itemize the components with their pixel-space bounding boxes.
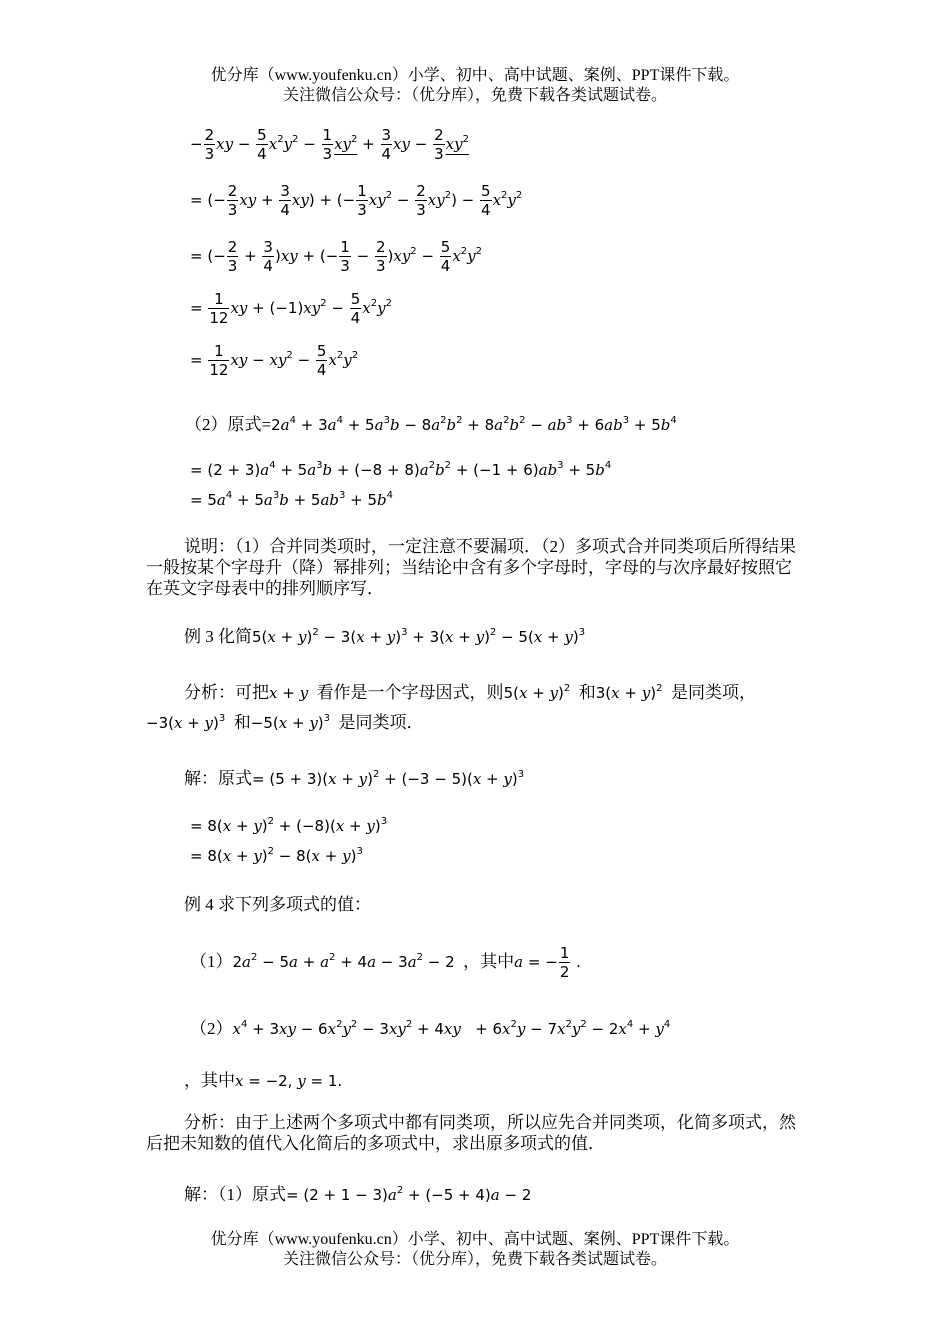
fraction: $\frac{1}{3}$ [357, 182, 367, 219]
q1-label: （1） [190, 952, 233, 971]
q2-label: （2） [190, 1019, 233, 1038]
analysis-3-text-f: 是同类项． [338, 713, 424, 732]
example-4: 例 4 求下列多项式的值： [184, 895, 371, 914]
fraction: $\frac{5}{4}$ [257, 126, 267, 163]
math-line-4: = $\frac{1}{12}$ xy + $(-1)xy^2$ − $\frac{5}{4}$ $x^2y^2$ [190, 290, 392, 327]
fraction: $\frac{1}{12}$ [209, 290, 229, 327]
fraction: $\frac{3}{4}$ [263, 238, 273, 275]
solution-4-line-1: 解：（1）原式= $(2 + 1 - 3)a^2 + (-5 + 4)a - 2$ [184, 1185, 532, 1204]
example-3-label: 例 3 化简 [184, 627, 252, 646]
fraction: $\frac{1}{3}$ [340, 238, 350, 275]
fraction: $\frac{1}{2}$ [559, 944, 570, 981]
fraction: $\frac{2}{3}$ [227, 238, 238, 275]
fraction: $\frac{5}{4}$ [350, 290, 361, 327]
fraction: $\frac{1}{3}$ [322, 126, 333, 163]
fraction: $\frac{2}{3}$ [204, 126, 215, 163]
q2-where-line: ，其中x = −2, y = 1. [184, 1071, 343, 1090]
analysis-3-line-1: 分析：可把x + y 看作是一个字母因式，则$5(x + y)^2$ 和$3(x + y)^2$ 是同类项， [184, 683, 756, 702]
math-line-3: = (− $\frac{2}{3}$ + $\frac{3}{4}$ )xy + (− $\frac{1}{3}$ − $\frac{2}{3}$ )$xy^2$ − $\frac{5}{4}$ $x^2y^2$ [190, 238, 483, 275]
solution-3-line-1: 解：原式= $(5 + 3)(x + y)^2 + (-3 - 5)(x + y)^3$ [184, 769, 525, 788]
analysis-3-text-a: 分析：可把 [184, 683, 269, 702]
analysis-4-paragraph: 分析：由于上述两个多项式中都有同类项，所以应先合并同类项，化简多项式，然后把未知数的值代入化简后的多项式中，求出原多项式的值． [146, 1113, 796, 1153]
analysis-3-text-d: 是同类项， [670, 683, 756, 702]
example-3: 例 3 化简$5(x + y)^2 - 3(x + y)^3 + 3(x + y)^2 - 5(x + y)^3$ [184, 627, 586, 646]
analysis-3-text-c: 和 [578, 683, 596, 702]
part2-line-3: = $5a^4 + 5a^3b + 5ab^3 + 5b^4$ [190, 490, 394, 509]
solution-3-label: 解：原式 [184, 769, 252, 788]
part2-line-1: （2）原式$=2a^4 + 3a^4 + 5a^3b - 8a^2b^2 + 8a^2b^2 - ab^3 + 6ab^3 + 5b^4$ [185, 415, 677, 434]
fraction: $\frac{1}{12}$ [209, 342, 229, 379]
fraction: $\frac{5}{4}$ [481, 182, 491, 219]
analysis-3-text-b: 看作是一个字母因式，则 [316, 683, 504, 702]
math-line-1: − $\frac{2}{3}$ xy − $\frac{5}{4}$ $x^2y^2$ − $\frac{1}{3}$ $xy^2$ + $\frac{3}{4}$ xy − $\frac{2}{3}$ $xy^2$ [190, 126, 469, 163]
fraction: $\frac{5}{4}$ [316, 342, 327, 379]
q2-line: $(2)x^4 + 3xy - 6x^2y^2 - 3xy^2 + 4xy + 6x^2y - 7x^2y^2 - 2x^4 + y^4$ [190, 1019, 671, 1038]
part2-label: （2）原式= [185, 415, 272, 434]
footer-line-2: 关注微信公众号：（优分库），免费下载各类试题试卷。 [282, 1251, 667, 1268]
header-line-1: 优分库（www.youfenku.cn）小学、初中、高中试题、案例、PPT课件下载。 [210, 67, 740, 84]
analysis-3-line-2: $-3(x + y)^3$ 和$-5(x + y)^3$ 是同类项． [146, 713, 424, 732]
footer-line-1: 优分库（www.youfenku.cn）小学、初中、高中试题、案例、PPT课件下载。 [210, 1231, 740, 1248]
fraction: $\frac{3}{4}$ [280, 182, 290, 219]
fraction: $\frac{2}{3}$ [416, 182, 426, 219]
q1-where: ，其中 [463, 952, 515, 971]
header-line-2: 关注微信公众号：（优分库），免费下载各类试题试卷。 [282, 87, 667, 104]
fraction: $\frac{2}{3}$ [434, 126, 444, 163]
solution-3-line-3: = $8(x + y)^2 - 8(x + y)^3$ [190, 846, 363, 865]
solution-3-line-2: = $8(x + y)^2 + (-8)(x + y)^3$ [190, 816, 388, 835]
part2-line-2: = $(2 + 3)a^4 + 5a^3b + (-8 + 8)a^2b^2 + (-1 + 6)ab^3 + 5b^4$ [190, 460, 612, 479]
fraction: $\frac{2}{3}$ [227, 182, 238, 219]
q1-line: $(1)2a^2 - 5a + a^2 + 4a - 3a^2 - 2$ ，其中a = − $\frac{1}{2}$ . [190, 944, 581, 981]
q2-where: ，其中 [184, 1071, 235, 1090]
math-line-5: = $\frac{1}{12}$ xy − $xy^2$ − $\frac{5}{4}$ $x^2y^2$ [190, 342, 359, 379]
solution-4-label: 解：（1）原式 [184, 1185, 286, 1204]
analysis-3-text-e: 和 [233, 713, 251, 732]
fraction: $\frac{3}{4}$ [381, 126, 392, 163]
note-paragraph: 说明：（1）合并同类项时，一定注意不要漏项．（2）多项式合并同类项后所得结果一般按某个字母升（降）幂排列；当结论中含有多个字母时，字母的与次序最好按照它在英文字母表中的排列顺序写． [146, 537, 796, 598]
math-line-2: = (− $\frac{2}{3}$ xy + $\frac{3}{4}$ xy) + (− $\frac{1}{3}$ $xy^2$ − $\frac{2}{3}$ $xy^2$) − $\frac{5}{4}$ $x^2y^2$ [190, 182, 523, 219]
fraction: $\frac{5}{4}$ [440, 238, 451, 275]
fraction: $\frac{2}{3}$ [375, 238, 386, 275]
